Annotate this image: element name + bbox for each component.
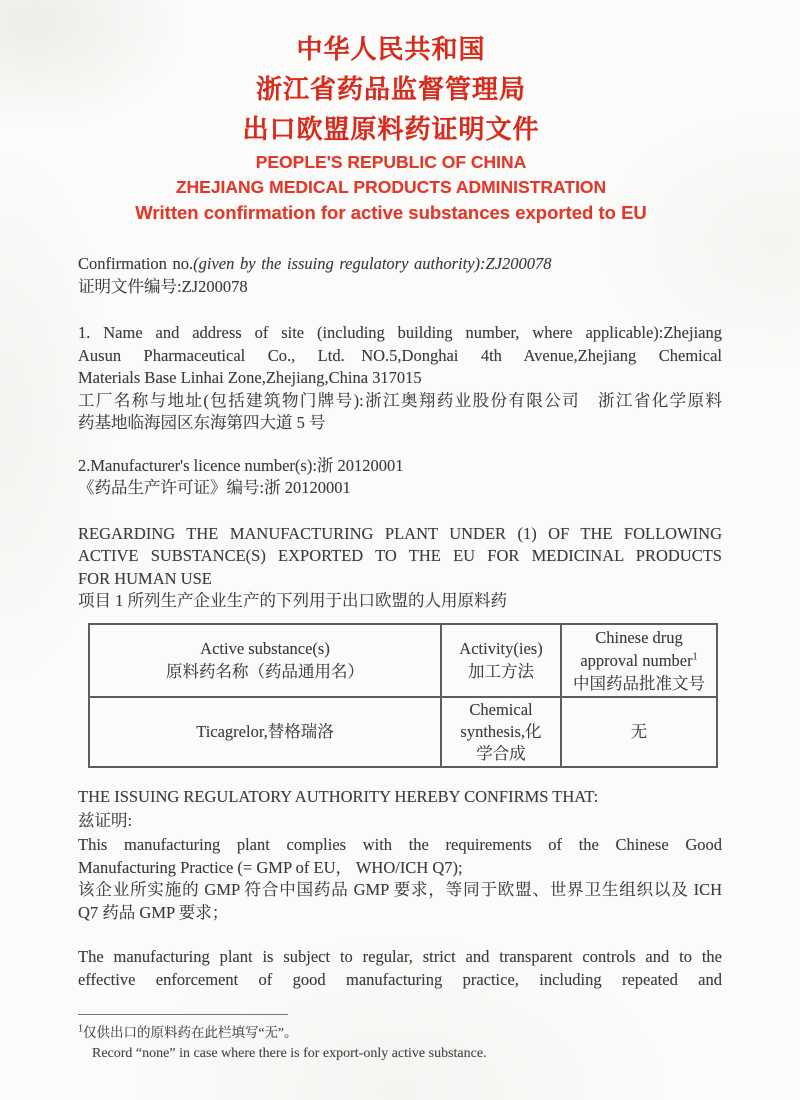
footnote-marker: 1 [692,651,698,662]
col-header-approval-cn: 中国药品批准文号 [573,673,705,693]
licence-number-cn: 《药品生产许可证》编号:浙 20120001 [78,478,351,497]
col-header-activity-cn: 加工方法 [468,662,534,681]
cell-approval-number: 无 [561,697,717,767]
confirms-heading-cn: 兹证明: [78,811,133,830]
regarding-statement-cn: 项目 1 所列生产企业生产的下列用于出口欧盟的人用原料药 [78,591,507,610]
site-name-address-section [78,322,722,435]
text-line: This manufacturing plant complies with the requirements of the Chinese Good [78,835,722,854]
footnote-section [78,1014,722,1064]
text-line: Q7 药品 GMP 要求； [78,902,229,922]
controls-paragraph-en [78,946,722,991]
title-cn-country: 中华人民共和国 [296,35,486,64]
text-line: effective enforcement of good manufacturing practice, including repeated and [78,969,722,989]
text-line: 该企业所实施的 GMP 符合中国药品 GMP 要求，等同于欧盟、世界卫生组织以及 ICH [78,880,722,899]
text-line: Chemical [469,699,533,719]
site-address-en [78,322,722,390]
footnote-marker: 1 [78,1023,83,1035]
col-header-activity [441,624,561,697]
regarding-statement-section [78,523,722,613]
confirmation-value: (given by the issuing regulatory authority):ZJ200078 [193,254,552,273]
footnote-cn [78,1022,722,1043]
text-line: FOR HUMAN USE [78,568,212,588]
site-address-cn [78,390,722,435]
confirmation-no-line [78,253,722,276]
gmp-compliance-cn [78,879,722,924]
col-header-activity-en: Activity(ies) [459,639,543,658]
col-header-approval-number [561,624,717,697]
text-line: 1. Name and address of site (including building number, where applicable):Zhejiang [78,323,722,342]
title-cn-document: 出口欧盟原料药证明文件 [242,115,540,144]
col-header-active-substance [89,624,441,697]
title-en-document: Written confirmation for active substances exported to EU [135,202,647,223]
active-substances-table [88,623,718,768]
regarding-statement-en [78,523,722,591]
col-header-active-substance-en: Active substance(s) [200,639,330,658]
document-content [78,0,722,1064]
licence-number-section [78,455,722,500]
cell-substance-name: Ticagrelor,替格瑞洛 [89,697,441,767]
cell-activity [441,697,561,767]
licence-number-en: 2.Manufacturer's licence number(s):浙 20120001 [78,455,404,475]
col-header-active-substance-cn: 原料药名称（药品通用名） [166,662,364,681]
text-line: Manufacturing Practice (= GMP of EU， WHO/ICH Q7); [78,857,463,877]
text-line: 工厂名称与地址(包括建筑物门牌号):浙江奥翔药业股份有限公司 浙江省化学原料 [78,390,722,410]
table-header-row [89,624,717,697]
controls-paragraph-section [78,946,722,991]
col-header-approval-text: approval number [580,650,693,670]
text-line: REGARDING THE MANUFACTURING PLANT UNDER (1) OF THE FOLLOWING [78,523,722,543]
text-line: synthesis,化 [460,721,542,741]
text-line: Ausun Pharmaceutical Co., Ltd. NO.5,Donghai 4th Avenue,Zhejiang Chemical [78,345,722,365]
text-line: ACTIVE SUBSTANCE(S) EXPORTED TO THE EU FOR MEDICINAL PRODUCTS [78,546,722,565]
confirms-heading-en: THE ISSUING REGULATORY AUTHORITY HEREBY CONFIRMS THAT: [78,786,599,806]
col-header-approval-line1: Chinese drug [595,627,683,647]
table-data-row [89,697,717,767]
confirmation-no-line-cn: 证明文件编号:ZJ200078 [78,276,248,296]
text-line: Materials Base Linhai Zone,Zhejiang,China 317015 [78,368,422,387]
confirmation-number-section [78,253,722,298]
footnote-separator [78,1014,288,1015]
col-header-approval-line2 [566,649,712,672]
footnote-cn-text: 仅供出口的原料药在此栏填写“无”。 [83,1025,298,1040]
authority-confirmation-section [78,786,722,925]
footnote-en: Record “none” in case where there is for export-only active substance. [92,1046,487,1061]
gmp-compliance-en [78,834,722,879]
title-en-authority: ZHEJIANG MEDICAL PRODUCTS ADMINISTRATION [175,177,607,197]
document-header [69,0,713,225]
text-line: 药基地临海园区东海第四大道 5 号 [78,413,326,432]
text-line: The manufacturing plant is subject to regular, strict and transparent controls and to the [78,947,722,966]
confirmation-label: Confirmation no. [78,254,194,273]
text-line: 学合成 [476,743,526,763]
title-cn-authority: 浙江省药品监督管理局 [255,75,526,104]
title-en-country: PEOPLE'S REPUBLIC OF CHINA [255,152,527,172]
